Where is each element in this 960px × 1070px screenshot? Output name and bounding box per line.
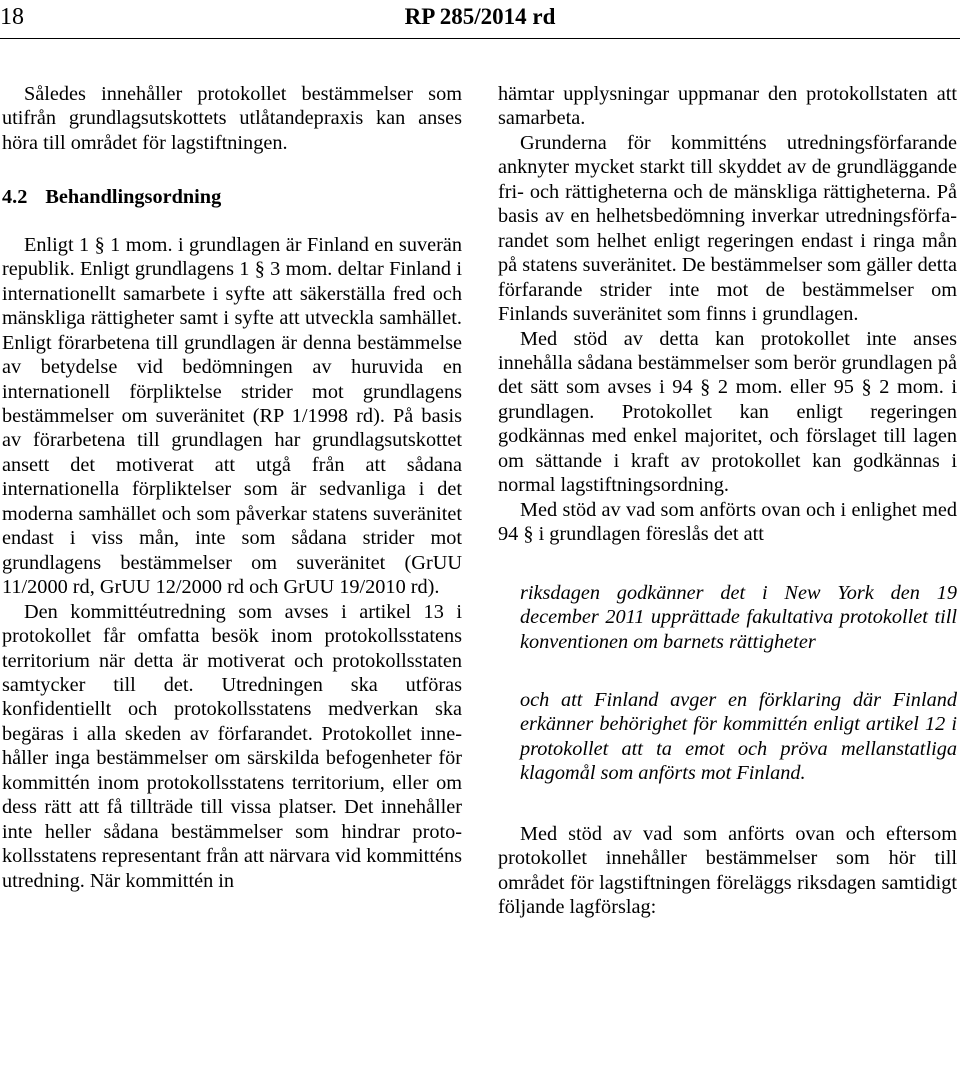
right-paragraph-2: Grunderna för kommitténs utredningsförfarande anknyter mycket starkt till skyddet av de grundläggande fri- och rättigheterna och de mänskliga rättigheterna. På basis av en helhetsbedömning inverkar utredningsförfarandet som helhet enligt regeringen endast i ringa mån på statens suveränitet. De bestämmelser som gäller detta förfarande strider inte mot de bestämmelser om Finlands suveränitet som finns i grundlagen.	[498, 131, 957, 326]
right-paragraph-1: hämtar upplysningar uppmanar den protokollstaten att samarbeta.	[498, 83, 957, 130]
proposal-clause-2: och att Finland avger en förklaring där Finland erkänner behörighet för kommittén enligt artikel 12 i protokollet att ta emot och pröva mellanstatliga klagomål som anförts mot Finland.	[520, 688, 957, 785]
left-paragraph-1: Således innehåller protokollet bestämmelser som utifrån grundlagsutskottets utlåtandepraxis kan anses höra till området för lagstiftningen.	[2, 83, 462, 154]
header-rule	[0, 38, 960, 39]
left-paragraph-2: Enligt 1 § 1 mom. i grundlagen är Finland en suverän republik. Enligt grundlagens 1 § 3 mom. deltar Finland i internationellt samarbete i syfte att säkerställa fred och mänskliga rättigheter samt i syfte att utveckla samhället. Enligt förarbetena till grundlagen är denna bestämmelse av betydelse vid bedömningen av huruvida en internationell förpliktelse strider mot grundlagens bestämmelser om suveränitet (RP 1/1998 rd). På basis av förarbetena till grundlagen har grundlagsutskottet ansett det motiverat att utgå från att sådana internationella förpliktelser som är sedvanliga i det moderna samhället och som påverkar statens suveränitet endast i viss mån, inte som sådana strider mot grundlagens bestämmelser om suveränitet (GrUU 11/2000 rd, GrUU 12/2000 rd och GrUU 19/2010 rd).	[2, 233, 462, 599]
section-number: 4.2	[2, 186, 28, 209]
section-title: Behandlingsordning	[45, 186, 222, 209]
page-number: 18	[0, 4, 24, 30]
right-paragraph-3: Med stöd av detta kan protokollet inte anses innehålla sådana bestämmelser som berör grundlagen på det sätt som avses i 94 § 2 mom. eller 95 § 2 mom. i grundlagen. Protokollet kan enligt regeringen godkännas med enkel majoritet, och förslaget till lagen om sättande i kraft av protokollet kan godkännas i normal lagstiftningsordning.	[498, 327, 957, 497]
right-paragraph-4: Med stöd av vad som anförts ovan och i enlighet med 94 § i grundlagen föreslås det att	[498, 498, 957, 546]
right-column	[498, 82, 957, 920]
left-paragraph-3: Den kommittéutredning som avses i artikel 13 i protokollet får omfatta besök inom protokollsstatens territorium när detta är motiverat och protokollsstaten samtycker till det. Utredningen ska utföras konfidentiellt och protokollsstatens medverkan ska begäras i alla skeden av förfarandet. Protokollet innehåller inga bestämmelser om särskilda befogenheter för kommittén inom protokollsstatens territorium, eller om dess rätt att få tillträde till vissa platser. Det innehåller inte heller sådana bestämmelser som hindrar protokollsstatens representant från att närvara vid kommitténs utredning. När kommittén in	[2, 600, 462, 892]
section-heading	[2, 185, 462, 209]
document-id: RP 285/2014 rd	[404, 4, 556, 29]
proposal-clause-1: riksdagen godkänner det i New York den 19 december 2011 upprättade fakultativa protokollet till konventionen om barnets rättigheter	[520, 581, 957, 653]
page-header	[0, 0, 960, 40]
right-paragraph-5: Med stöd av vad som anförts ovan och eftersom protokollet innehåller bestämmelser som hör till området för lagstiftningen föreläggs riksdagen samtidigt följande lagförslag:	[498, 822, 957, 919]
left-column	[2, 82, 462, 893]
